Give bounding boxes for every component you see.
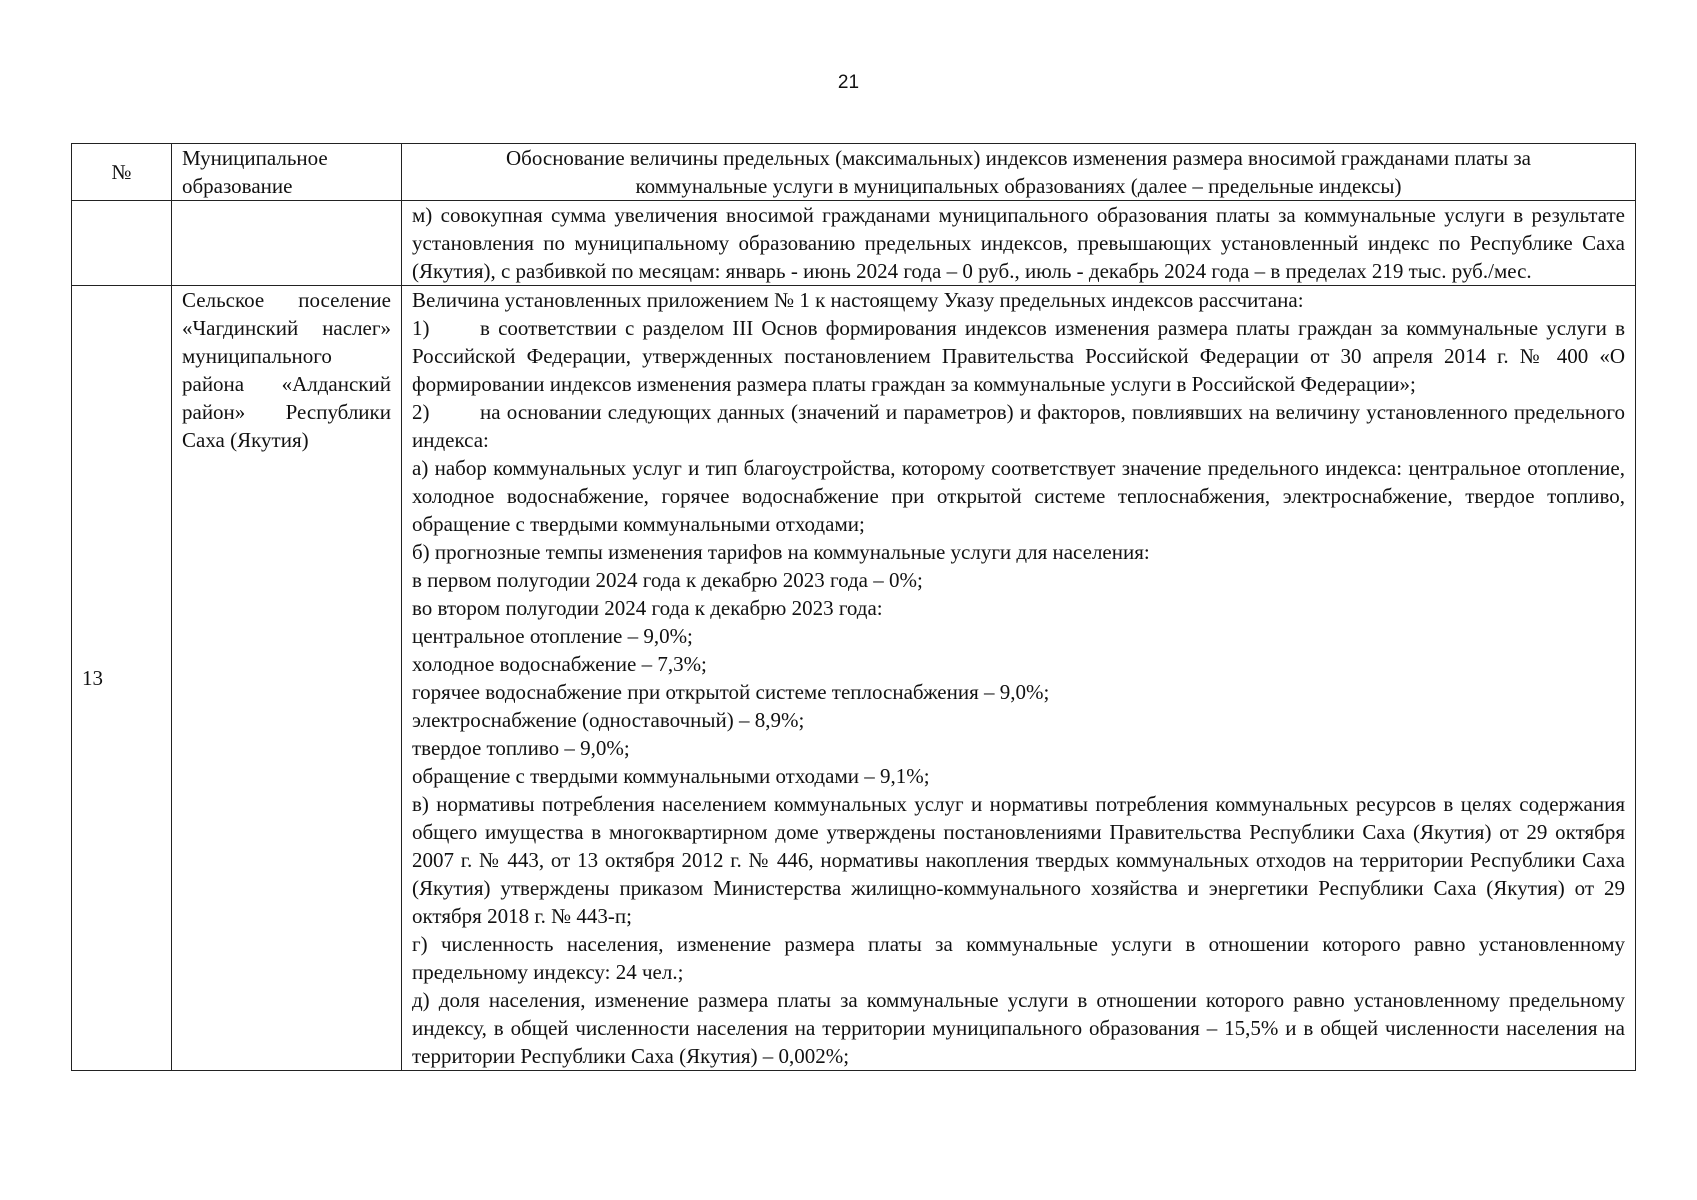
paragraph-text: горячее водоснабжение при открытой системе теплоснабжения – 9,0%; bbox=[412, 680, 1050, 704]
page-number: 21 bbox=[837, 72, 860, 93]
paragraph bbox=[412, 930, 1625, 986]
paragraph-text: обращение с твердыми коммунальными отходами – 9,1%; bbox=[412, 764, 930, 788]
paragraph bbox=[412, 566, 1625, 594]
justification-table bbox=[71, 143, 1636, 1071]
paragraph bbox=[412, 398, 1625, 454]
paragraph bbox=[412, 286, 1625, 314]
paragraph-text: во втором полугодии 2024 года к декабрю 2023 года: bbox=[412, 596, 883, 620]
paragraph-text: г) численность населения, изменение размера платы за коммунальные услуги в отношении которого равно установленному предельному индексу: 24 чел.; bbox=[412, 932, 1625, 984]
paragraph-text: б) прогнозные темпы изменения тарифов на коммунальные услуги для населения: bbox=[412, 540, 1150, 564]
paragraph bbox=[412, 986, 1625, 1070]
cell-municipality-13: Сельское поселение «Чагдинский наслег» муниципального района «Алданский район» Республики Саха (Якутия) bbox=[172, 286, 402, 1071]
paragraph-text: центральное отопление – 9,0%; bbox=[412, 624, 693, 648]
paragraph-text: на основании следующих данных (значений и параметров) и факторов, повлиявших на величину установленного предельного индекса: bbox=[412, 400, 1625, 452]
table-row-continuation bbox=[72, 201, 1636, 286]
item-marker: 1) bbox=[412, 316, 430, 340]
paragraph bbox=[412, 734, 1625, 762]
paragraph-text: а) набор коммунальных услуг и тип благоустройства, которому соответствует значение предельного индекса: центральное отопление, холодное водоснабжение, горячее водоснабжение при открытой системе теплоснабжения, электроснабжение, твердое топливо, обращение с твердыми коммунальными отходами; bbox=[412, 456, 1625, 536]
cell-num-13: 13 bbox=[72, 286, 172, 1071]
paragraph-text: холодное водоснабжение – 7,3%; bbox=[412, 652, 707, 676]
header-num: № bbox=[72, 144, 172, 201]
table-header-row bbox=[72, 144, 1636, 201]
table-row-13 bbox=[72, 286, 1636, 1071]
paragraph bbox=[412, 790, 1625, 930]
paragraph bbox=[412, 622, 1625, 650]
paragraph bbox=[412, 762, 1625, 790]
paragraph-text: в) нормативы потребления населением коммунальных услуг и нормативы потребления коммунальных ресурсов в целях содержания общего имущества в многоквартирном доме утверждены постановлениями Правительства Республики Саха (Якутия) от 29 октября 2007 г. № 443, от 13 октября 2012 г. № 446, нормативы накопления твердых коммунальных отходов на территории Республики Саха (Якутия) утверждены приказом Министерства жилищно-коммунального хозяйства и энергетики Республики Саха (Якутия) от 29 октября 2018 г. № 443-п; bbox=[412, 792, 1625, 928]
paragraph bbox=[412, 454, 1625, 538]
paragraph-text: д) доля населения, изменение размера платы за коммунальные услуги в отношении которого равно установленному предельному индексу, в общей численности населения на территории муниципального образования – 15,5% и в общей численности населения на территории Республики Саха (Якутия) – 0,002%; bbox=[412, 988, 1625, 1068]
header-municipality: Муниципальное образование bbox=[172, 144, 402, 201]
item-marker: 2) bbox=[412, 400, 430, 424]
paragraph bbox=[412, 706, 1625, 734]
cell-text-13 bbox=[402, 286, 1636, 1071]
paragraph bbox=[412, 538, 1625, 566]
paragraph-text: в соответствии с разделом III Основ формирования индексов изменения размера платы граждан за коммунальные услуги в Российской Федерации, утвержденных постановлением Правительства Российской Федерации от 30 апреля 2014 г. № 400 «О формировании индексов изменения размера платы граждан за коммунальные услуги в Российской Федерации»; bbox=[412, 316, 1625, 396]
cell-text-continuation: м) совокупная сумма увеличения вносимой гражданами муниципального образования платы за коммунальные услуги в результате установления по муниципальному образованию предельных индексов, превышающих установленный индекс по Республике Саха (Якутия), с разбивкой по месяцам: январь - июнь 2024 года – 0 руб., июль - декабрь 2024 года – в пределах 219 тыс. руб./мес. bbox=[402, 201, 1636, 286]
header-justification: Обоснование величины предельных (максимальных) индексов изменения размера вносимой гражданами платы за коммунальные услуги в муниципальных образованиях (далее – предельные индексы) bbox=[402, 144, 1636, 201]
paragraph bbox=[412, 594, 1625, 622]
paragraph bbox=[412, 650, 1625, 678]
paragraph-text: Величина установленных приложением № 1 к настоящему Указу предельных индексов рассчитана: bbox=[412, 288, 1304, 312]
cell-municipality-continuation bbox=[172, 201, 402, 286]
paragraph bbox=[412, 314, 1625, 398]
paragraph bbox=[412, 678, 1625, 706]
paragraph-text: твердое топливо – 9,0%; bbox=[412, 736, 630, 760]
cell-num-continuation bbox=[72, 201, 172, 286]
paragraph-text: в первом полугодии 2024 года к декабрю 2023 года – 0%; bbox=[412, 568, 923, 592]
paragraph-text: электроснабжение (одноставочный) – 8,9%; bbox=[412, 708, 805, 732]
